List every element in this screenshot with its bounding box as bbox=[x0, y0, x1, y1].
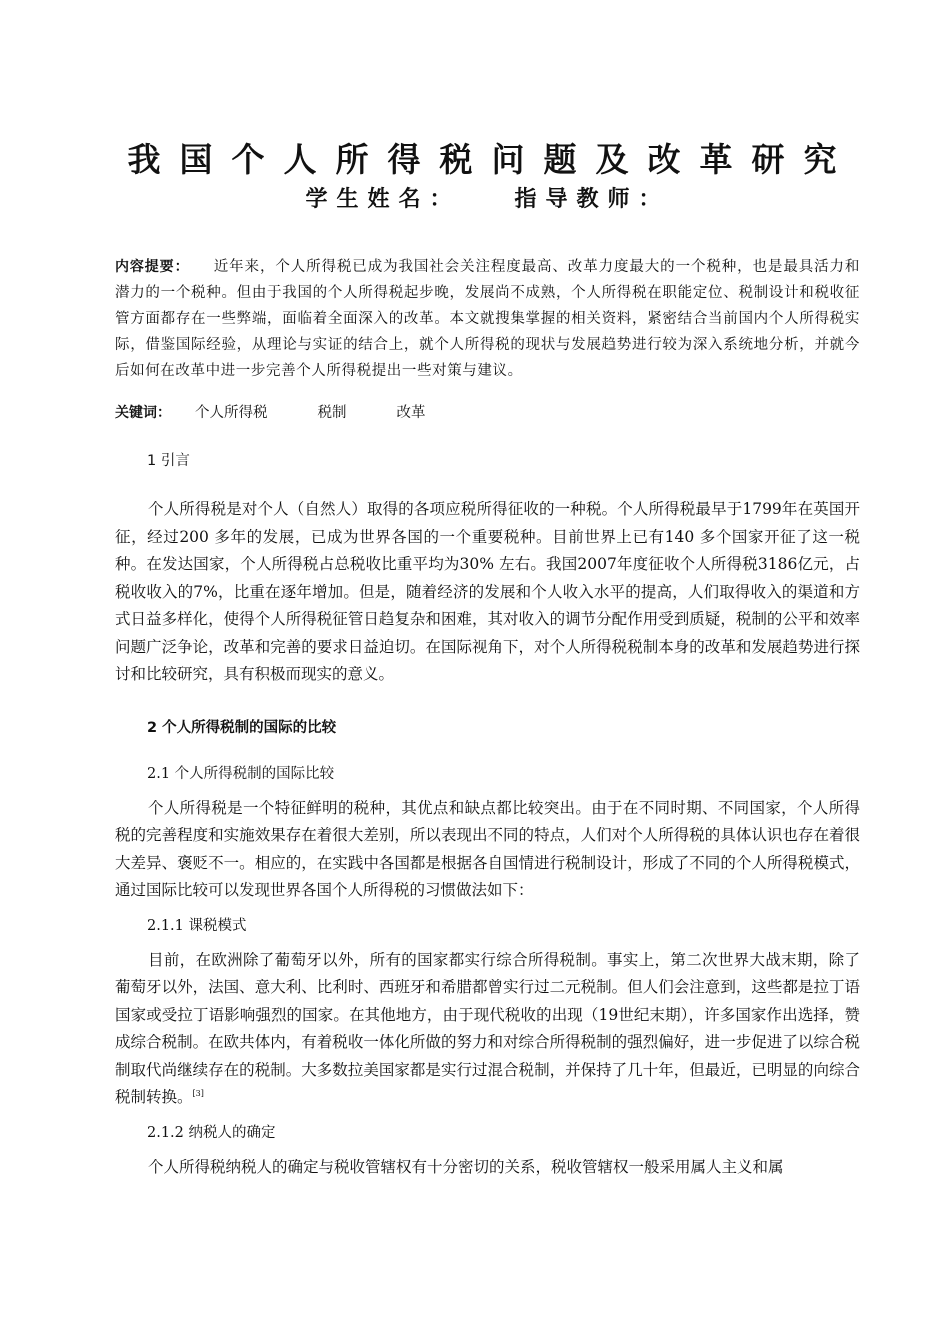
keyword: 个人所得税 bbox=[195, 405, 268, 421]
section-heading-2-1: 2.1 个人所得税制的国际比较 bbox=[147, 765, 335, 782]
abstract-label: 内容提要： bbox=[115, 259, 190, 275]
keywords bbox=[115, 400, 860, 426]
paper-title: 我国个人所得税问题及改革研究 bbox=[127, 140, 856, 179]
abstract-text: 近年来，个人所得税已成为我国社会关注程度最高、改革力度最大的一个税种，也是最具活力和潜力的一个税种。但由于我国的个人所得税起步晚，发展尚不成熟，个人所得税在职能定位、税制设计和税收征管方面都存在一些弊端，面临着全面深入的改革。本文就搜集掌握的相关资料，紧密结合当前国内个人所得税实际，借鉴国际经验，从理论与实证的结合上，就个人所得税的现状与发展趋势进行较为深入系统地分析，并就今后如何在改革中进一步完善个人所得税提出一些对策与建议。 bbox=[115, 259, 860, 379]
citation-ref: [3] bbox=[192, 1088, 204, 1098]
section-heading-2: 2 个人所得税制的国际的比较 bbox=[147, 719, 337, 736]
keywords-label: 关键词： bbox=[115, 405, 171, 421]
keyword: 税制 bbox=[317, 405, 347, 421]
section-2-1-1-paragraph bbox=[115, 947, 860, 1112]
section-2-1-1-text: 目前，在欧洲除了葡萄牙以外，所有的国家都实行综合所得税制。事实上，第二次世界大战末期，除了葡萄牙以外，法国、意大利、比利时、西班牙和希腊都曾实行过二元税制。但人们会注意到，这些都是拉丁语国家或受拉丁语影响强烈的国家。在其他地方，由于现代税收的出现（19世纪末期），许多国家作出选择，赞成综合税制。在欧共体内，有着税收一体化所做的努力和对综合所得税制的强烈偏好，进一步促进了以综合税制取代尚继续存在的税制。大多数拉美国家都是实行过混合税制，并保持了几十年，但最近，已明显的向综合税制转换。 bbox=[115, 950, 860, 1106]
student-name-label: 学生姓名： bbox=[305, 186, 461, 212]
advisor-label: 指导教师： bbox=[514, 186, 670, 212]
section-heading-2-1-1: 2.1.1 课税模式 bbox=[147, 917, 247, 934]
keyword: 改革 bbox=[396, 405, 426, 421]
abstract bbox=[115, 254, 860, 384]
section-heading-intro: 1 引言 bbox=[147, 453, 190, 469]
section-2-1-paragraph: 个人所得税是一个特征鲜明的税种，其优点和缺点都比较突出。由于在不同时期、不同国家，个人所得税的完善程度和实施效果存在着很大差别，所以表现出不同的特点，人们对个人所得税的具体认识也存在着很大差异、褒贬不一。相应的，在实践中各国都是根据各自国情进行税制设计，形成了不同的个人所得税模式，通过国际比较可以发现世界各国个人所得税的习惯做法如下： bbox=[115, 798, 860, 899]
section-heading-2-1-2: 2.1.2 纳税人的确定 bbox=[147, 1124, 276, 1141]
document-page bbox=[115, 140, 860, 1181]
author-line bbox=[115, 184, 860, 214]
intro-paragraph: 个人所得税是对个人（自然人）取得的各项应税所得征收的一种税。个人所得税最早于1799年在英国开征，经过200 多年的发展，已成为世界各国的一个重要税种。目前世界上已有140 多个国家开征了这一税种。在发达国家，个人所得税占总税收比重平均为30% 左右。我国2007年度征收个人所得税3186亿元，占税收收入的7%，比重在逐年增加。但是，随着经济的发展和个人收入水平的提高，人们取得收入的渠道和方式日益多样化，使得个人所得税征管日趋复杂和困难，其对收入的调节分配作用受到质疑，税制的公平和效率问题广泛争论，改革和完善的要求日益迫切。在国际视角下，对个人所得税税制本身的改革和发展趋势进行探讨和比较研究，具有积极而现实的意义。 bbox=[115, 500, 860, 683]
section-2-1-2-paragraph: 个人所得税纳税人的确定与税收管辖权有十分密切的关系，税收管辖权一般采用属人主义和属 bbox=[148, 1157, 784, 1176]
